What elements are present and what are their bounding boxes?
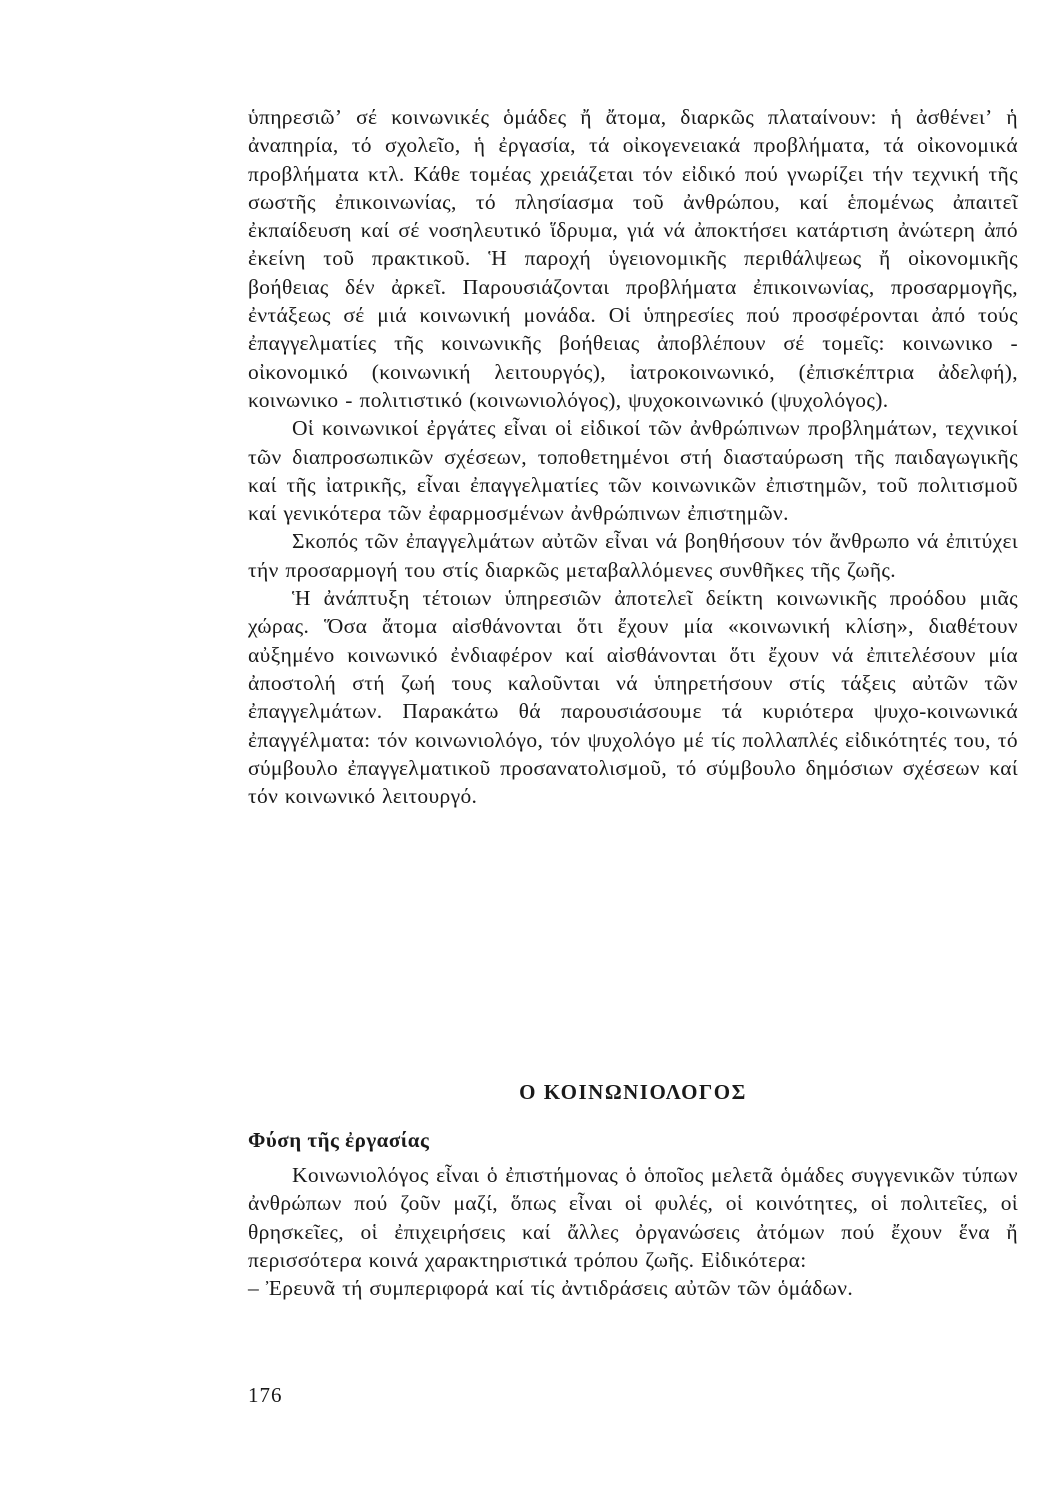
paragraph: Οἱ κοινωνικοί ἐργάτες εἶναι οἱ εἰδικοί τῶν ἀνθρώπινων προβλημάτων, τεχνικοί τῶν διαπροσωπικῶν σχέσεων, τοποθετημένοι στή διασταύρωση τῆς παιδαγωγικῆς καί τῆς ἰατρικῆς, εἶναι ἐπαγγελματίες τῶν κοινωνικῶν ἐπιστημῶν, τοῦ πολιτισμοῦ καί γενικότερα τῶν ἐφαρμοσμένων ἀνθρώπινων ἐπιστημῶν. [248, 416, 1018, 526]
paragraph: Σκοπός τῶν ἐπαγγελμάτων αὐτῶν εἶναι νά βοηθήσουν τόν ἄνθρωπο νά ἐπιτύχει τήν προσαρμογή του στίς διαρκῶς μεταβαλλόμενες συνθῆκες τῆς ζωῆς. [248, 529, 1018, 582]
paragraph: ὑπηρεσιῶʼ σέ κοινωνικές ὁμάδες ἤ ἄτομα, διαρκῶς πλαταίνουν: ἡ ἀσθένειʼ ἡ ἀναπηρία, τό σχολεῖο, ἡ ἐργασία, τά οἰκογενειακά προβλήματα, τά οἰκονομικά προβλήματα κτλ. Κάθε τομέας χρειάζεται τόν εἰδικό πού γνωρίζει τήν τεχνική τῆς σωστῆς ἐπικοινωνίας, τό πλησίασμα τοῦ ἀνθρώπου, καί ἑπομένως ἀπαιτεῖ ἐκπαίδευση καί σέ νοσηλευτικό ἵδρυμα, γιά νά ἀποκτήσει κατάρτιση ἀνώτερη ἀπό ἐκείνη τοῦ πρακτικοῦ. Ἡ παροχή ὑγειονομικῆς περιθάλψεως ἤ οἰκονομικῆς βοήθειας δέν ἀρκεῖ. Παρουσιάζονται προβλήματα ἐπικοινωνίας, προσαρμογῆς, ἐντάξεως σέ μιά κοινωνική μονάδα. Οἱ ὑπηρεσίες πού προσφέρονται ἀπό τούς ἐπαγγελματίες τῆς κοινωνικῆς βοήθειας ἀποβλέπουν σέ τομεῖς: κοινωνικο - οἰκονομικό (κοινωνική λειτουργός), ἰατροκοινωνικό, (ἐπισκέπτρια ἀδελφή), κοινωνικο - πολιτιστικό (κοινωνιολόγος), ψυχοκοινωνικό (ψυχολόγος). [248, 105, 1018, 412]
list-item: – Ἐρευνᾶ τή συμπεριφορά καί τίς ἀντιδράσεις αὐτῶν τῶν ὁμάδων. [248, 1276, 854, 1301]
paragraph: Ἡ ἀνάπτυξη τέτοιων ὑπηρεσιῶν ἀποτελεῖ δείκτη κοινωνικῆς προόδου μιᾶς χώρας. Ὅσα ἄτομα αἰσθάνονται ὅτι ἔχουν μία «κοινωνική κλίση», διαθέτουν αὐξημένο κοινωνικό ἐνδιαφέρον καί αἰσθάνονται ὅτι ἔχουν νά ἐπιτελέσουν μία ἀποστολή στή ζωή τους καλοῦνται νά ὑπηρετήσουν στίς τάξεις αὐτῶν τῶν ἐπαγγελμάτων. Παρακάτω θά παρουσιάσουμε τά κυριότερα ψυχο-κοινωνικά ἐπαγγέλματα: τόν κοινωνιολόγο, τόν ψυχολόγο μέ τίς πολλαπλές εἰδικότητές του, τό σύμβουλο ἐπαγγελματικοῦ προσανατολισμοῦ, τό σύμβουλο δημόσιων σχέσεων καί τόν κοινωνικό λειτουργό. [248, 586, 1018, 809]
paragraph: Κοινωνιολόγος εἶναι ὁ ἐπιστήμονας ὁ ὁποῖος μελετᾶ ὁμάδες συγγενικῶν τύπων ἀνθρώπων πού ζοῦν μαζί, ὅπως εἶναι οἱ φυλές, οἱ κοινότητες, οἱ πολιτεῖες, οἱ θρησκεῖες, οἱ ἐπιχειρήσεις καί ἄλλες ὀργανώσεις ἀτόμων πού ἔχουν ἕνα ἤ περισσότερα κοινά χαρακτηριστικά τρόπου ζωῆς. Εἰδικότερα: [248, 1163, 1018, 1272]
body-text-section [248, 1161, 1018, 1302]
page-number: 176 [248, 1383, 283, 1407]
section-title: Ο ΚΟΙΝΩΝΙΟΛΟΓΟΣ [519, 1080, 747, 1104]
subsection-title: Φύση τῆς ἐργασίας [248, 1128, 430, 1152]
body-text-top [248, 103, 1018, 810]
